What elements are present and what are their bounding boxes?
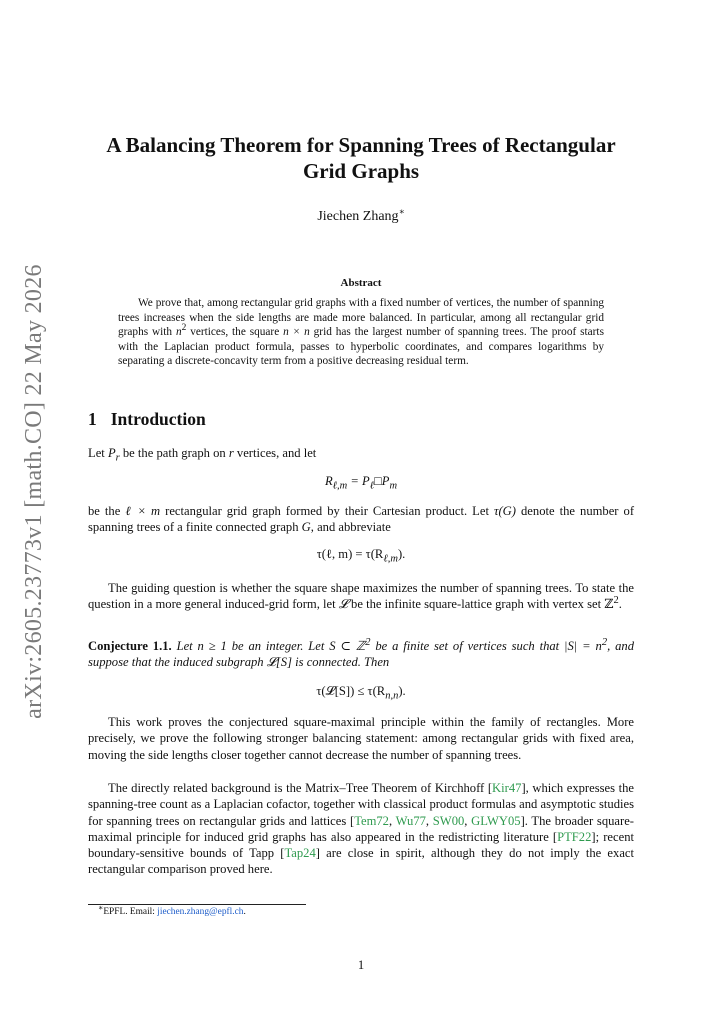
abstract-math: n bbox=[175, 326, 182, 339]
section-heading bbox=[88, 409, 206, 430]
math-sub: ℓ,m bbox=[332, 480, 348, 492]
page-number: 1 bbox=[357, 958, 365, 972]
citation-link[interactable]: SW00 bbox=[432, 813, 465, 828]
math-exp: 2 bbox=[601, 636, 608, 648]
body-paragraph bbox=[88, 780, 634, 878]
abstract-part: vertices, the square bbox=[186, 326, 284, 339]
text-run: be the bbox=[88, 504, 126, 518]
body-paragraph bbox=[88, 445, 634, 464]
title-line-2: Grid Graphs bbox=[302, 159, 420, 183]
text-run: The directly related background is the Matrix–Tree Theorem of Kirchhoff [ bbox=[108, 781, 493, 795]
abstract-text bbox=[118, 296, 604, 369]
math-exp: 2 bbox=[613, 595, 619, 607]
text-run: be the path graph on bbox=[119, 446, 229, 460]
footnote-rule bbox=[88, 904, 306, 905]
footnote bbox=[98, 902, 246, 917]
conjecture-text: Let n ≥ 1 be an integer. Let S ⊂ ℤ bbox=[171, 639, 366, 653]
text-run: The guiding question is whether the square shape maximizes the number of spanning trees. To state the question in a more general induced-grid form, let bbox=[88, 581, 634, 612]
email-link[interactable]: jiechen.zhang@epfl.ch bbox=[157, 907, 244, 917]
abstract-part: grid has the largest number of spanning trees. The proof starts with the Laplacian product formula, passes to hyperbolic coordinates, and compares logarithms by separating a discrete-concavity term from a positive decreasing residual term. bbox=[118, 326, 604, 368]
display-equation bbox=[88, 684, 634, 702]
citation-link[interactable]: PTF22 bbox=[557, 829, 592, 844]
math-exp: 2 bbox=[365, 636, 371, 648]
math: τ(G) bbox=[493, 504, 516, 518]
math: ). bbox=[397, 547, 406, 561]
abstract-part: We prove that, among rectangular grid graphs with a fixed number of vertices, the number of spanning trees increases when the side lengths are made more balanced. In particular, among all rectangular grid graphs with bbox=[118, 297, 604, 339]
math: 𝓛 bbox=[338, 597, 348, 612]
paper-title bbox=[88, 132, 634, 184]
author-line bbox=[88, 206, 634, 225]
body-paragraph bbox=[88, 503, 634, 536]
arxiv-identifier-text: arXiv:2605.23773v1 [math.CO] 22 May 2026 bbox=[20, 263, 47, 719]
math: P bbox=[381, 474, 390, 488]
abstract-heading: Abstract bbox=[340, 277, 382, 289]
text-run: , bbox=[464, 813, 472, 828]
display-equation bbox=[88, 474, 634, 492]
section-title: Introduction bbox=[110, 409, 206, 429]
footnote-mark: ∗ bbox=[98, 902, 104, 912]
abstract-math: n × n bbox=[283, 326, 310, 339]
math: ℤ bbox=[604, 597, 614, 612]
math-sub: m bbox=[389, 480, 398, 492]
math: P bbox=[107, 446, 116, 460]
math: G bbox=[301, 520, 311, 535]
citation-link[interactable]: GLWY05 bbox=[471, 813, 521, 828]
display-equation bbox=[88, 547, 634, 565]
text-run: be the infinite square-lattice graph with vertex set bbox=[347, 597, 605, 612]
math: ). bbox=[398, 684, 406, 698]
section-number: 1 bbox=[88, 409, 97, 429]
conjecture bbox=[88, 638, 634, 671]
footnote-text: EPFL. Email: bbox=[103, 907, 158, 917]
math-sub: r bbox=[115, 452, 120, 464]
math-sub: n,n bbox=[385, 690, 399, 702]
math: ℓ × m bbox=[125, 504, 161, 518]
math: τ(ℓ, m) = τ(R bbox=[316, 547, 384, 561]
text-run: vertices, and let bbox=[233, 446, 317, 460]
math-sub: ℓ,m bbox=[383, 553, 398, 565]
citation-link[interactable]: Kir47 bbox=[492, 781, 522, 795]
math-op: □ bbox=[374, 474, 382, 488]
author-footnote-mark: ∗ bbox=[398, 206, 405, 217]
text-run: rectangular grid graph formed by their Cartesian product. Let bbox=[160, 504, 494, 518]
text-run: Let bbox=[88, 446, 108, 460]
footnote-text: . bbox=[243, 907, 246, 917]
math-sub: ℓ bbox=[369, 480, 375, 492]
text-run: , bbox=[388, 813, 396, 828]
citation-link[interactable]: Tap24 bbox=[284, 846, 316, 861]
math: r bbox=[228, 446, 234, 460]
conjecture-text: be a finite set of vertices such that |S| = n bbox=[370, 639, 602, 653]
body-paragraph: This work proves the conjectured square-maximal principle within the family of rectangles. More precisely, we prove the following stronger balancing statement: among rectangular grids with fixed area, moving the side lengths closer together cannot decrease the number of spanning trees. bbox=[88, 715, 634, 762]
body-paragraph bbox=[88, 580, 634, 613]
conjecture-text: , and suppose that the induced subgraph 𝓛[S] is connected. Then bbox=[88, 639, 634, 670]
citation-link[interactable]: Tem72 bbox=[354, 813, 389, 828]
math: R bbox=[324, 474, 333, 488]
abstract-math-exp: 2 bbox=[181, 323, 187, 334]
text-run: , bbox=[425, 813, 433, 828]
text-run: denote the number of spanning trees of a finite connected graph bbox=[88, 504, 635, 535]
math: τ(𝓛[S]) ≤ τ(R bbox=[316, 684, 386, 698]
text-run: , and abbreviate bbox=[310, 520, 391, 535]
math: = P bbox=[347, 474, 370, 488]
author-name: Jiechen Zhang bbox=[317, 209, 399, 224]
citation-link[interactable]: Wu77 bbox=[395, 813, 426, 828]
text-run: ]. The broader square-maximal principle for induced grid graphs has also appeared in the redistricting literature [ bbox=[88, 813, 634, 844]
text-run: ]; recent boundary-sensitive bounds of Tapp [ bbox=[88, 829, 634, 861]
title-line-1: A Balancing Theorem for Spanning Trees of Rectangular bbox=[106, 133, 616, 157]
text-run: ] are close in spirit, although they do not imply the exact rectangular comparison proved here. bbox=[88, 846, 634, 877]
arxiv-identifier-sidebar bbox=[8, 263, 60, 719]
text-run: ], which expresses the spanning-tree count as a Laplacian cofactor, together with classical product formulas and asymptotic studies for spanning trees on rectangular grids and lattices [ bbox=[88, 781, 634, 828]
conjecture-label: Conjecture 1.1. bbox=[88, 639, 172, 653]
text-run: . bbox=[618, 597, 622, 612]
